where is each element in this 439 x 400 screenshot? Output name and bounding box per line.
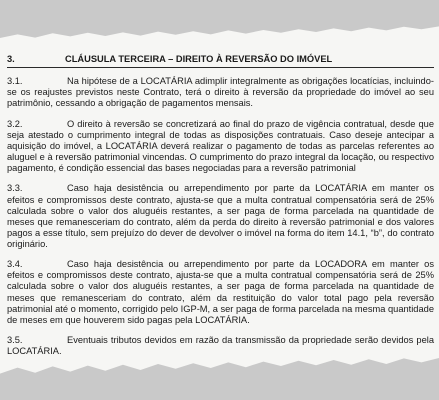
clause-text: Eventuais tributos devidos em razão da transmissão da propriedade serão devidos pela LOCATÁRIA. xyxy=(7,335,434,357)
clause-3-5 xyxy=(7,335,434,357)
clause-text: Caso haja desistência ou arrependimento por parte da LOCADORA em manter os efeitos e compromissos deste contrato, ajusta-se que a multa contratual compensatória será de 25% calculada sobre o valor dos aluguéis restantes, a ser paga de forma parcelada na quantidade de meses que remanesceriam do contrato, além da restituição do valor total pago pela reversão patrimonial até o momento, corrigido pelo IGP-M, a ser paga de forma parcelada na mesma quantidade de meses em que houverem sido pagas pela LOCATÁRIA. xyxy=(7,259,434,325)
clause-text: Na hipótese de a LOCATÁRIA adimplir integralmente as obrigações locatícias, incluindo-se os reajustes previstos neste Contrato, terá o direito à reversão da propriedade do imóvel ao seu patrimônio, cessando a obrigação de pagamentos mensais. xyxy=(7,76,434,109)
clause-number: 3.2. xyxy=(7,118,23,129)
clause-3-2 xyxy=(7,119,434,174)
clause-number: 3.4. xyxy=(7,259,23,270)
clause-number: 3.3. xyxy=(7,183,23,194)
section-title: CLÁUSULA TERCEIRA – DIREITO À REVERSÃO DO IMÓVEL xyxy=(65,54,333,64)
clause-number: 3.1. xyxy=(7,76,23,87)
section-heading xyxy=(7,54,434,68)
clause-text: Caso haja desistência ou arrependimento por parte da LOCATÁRIA em manter os efeitos e compromissos deste contrato, ajusta-se que a multa contratual compensatória será de 25% calculada sobre o valor dos aluguéis restantes, a ser paga de forma parcelada na quantidade de meses que remanesceriam do contrato, além da perda do direito à reversão patrimonial e dos valores pagos a esse título, sem prejuízo do dever de devolver o imóvel na forma do item 14.1, “b”, do contrato originário. xyxy=(7,183,434,249)
clause-text: O direito à reversão se concretizará ao final do prazo de vigência contratual, desde que seja atestado o cumprimento integral de todas as disposições contratuais. Caso deseje antecipar a aquisição do imóvel, a LOCATÁRIA deverá realizar o pagamento de todas as parcelas referentes ao aluguel e à reversão patrimonial vincendas. O cumprimento do prazo integral da locação, ou respectivo pagamento, é condição essencial das bases negociadas para a reversão patrimonial xyxy=(7,118,434,174)
clause-3-3 xyxy=(7,183,434,250)
section-number: 3. xyxy=(7,54,15,64)
clause-3-1 xyxy=(7,76,434,109)
clause-3-4 xyxy=(7,259,434,326)
clause-number: 3.5. xyxy=(7,335,23,346)
contract-section xyxy=(7,54,434,365)
